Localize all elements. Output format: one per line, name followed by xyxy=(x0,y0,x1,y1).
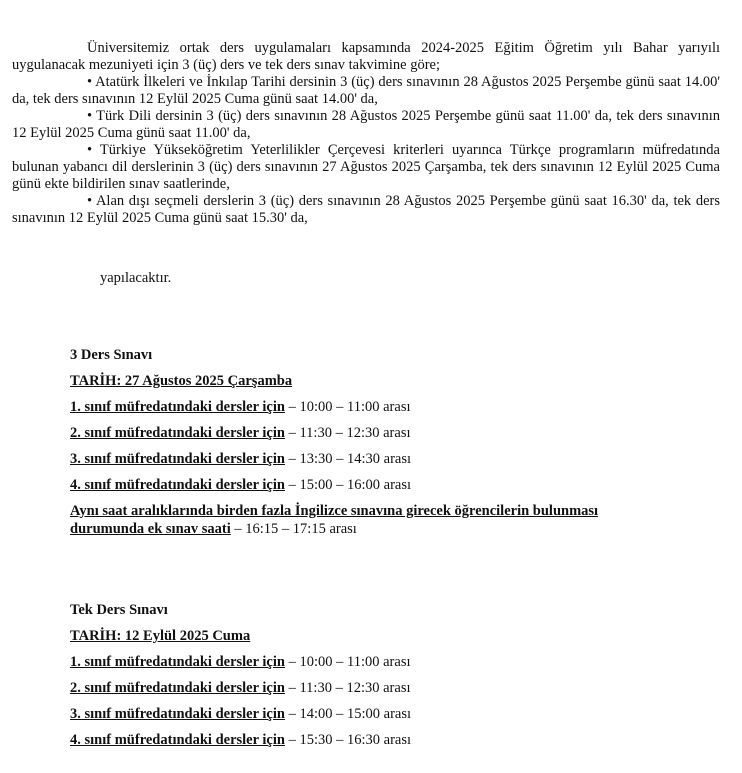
exam-date: TARİH: 27 Ağustos 2025 Çarşamba xyxy=(70,373,293,389)
row-label: 1. sınıf müfredatındaki dersler için xyxy=(70,654,285,670)
schedule-row xyxy=(70,675,670,701)
row-label: 4. sınıf müfredatındaki dersler için xyxy=(70,477,285,493)
row-time: – 11:30 – 12:30 arası xyxy=(284,425,411,441)
row-label: 2. sınıf müfredatındaki dersler için xyxy=(70,680,285,696)
schedule-row xyxy=(70,701,670,727)
row-label: 3. sınıf müfredatındaki dersler için xyxy=(70,706,285,722)
intro-paragraph: Üniversitemiz ortak ders uygulamaları kapsamında 2024-2025 Eğitim Öğretim yılı Bahar yarıyılı uygulanacak mezuniyeti için 3 (üç) ders ve tek ders sınav takvimine göre; xyxy=(12,40,720,73)
section-heading: 3 Ders Sınavı xyxy=(70,347,153,363)
row-time: – 15:30 – 16:30 arası xyxy=(284,732,412,748)
schedule-row xyxy=(70,727,670,753)
row-time: – 11:30 – 12:30 arası xyxy=(284,680,411,696)
intro-text xyxy=(12,40,720,227)
row-label: 4. sınıf müfredatındaki dersler için xyxy=(70,732,285,748)
bullet-yabanci-dil: • Türkiye Yükseköğretim Yeterlilikler Çerçevesi kriterleri uyarınca Türkçe programların müfredatında bulunan yabancı dil derslerinin 3 (üç) ders sınavının 27 Ağustos 2025 Çarşamba, tek ders sınavının 12 Eylül 2025 Cuma günü ekte bildirilen sınav saatlerinde, xyxy=(12,142,720,192)
three-course-exam-section xyxy=(70,342,670,538)
extra-exam-label: Aynı saat aralıklarında birden fazla İngilizce sınavına girecek öğrencilerin bulunması durumunda ek sınav saati xyxy=(70,503,599,537)
exam-date: TARİH: 12 Eylül 2025 Cuma xyxy=(70,628,251,644)
extra-exam-note xyxy=(70,502,670,538)
bullet-alan-disi: • Alan dışı seçmeli derslerin 3 (üç) ders sınavının 28 Ağustos 2025 Perşembe günü saat 16.30' da, tek ders sınavının 12 Eylül 2025 Cuma günü saat 15.30' da, xyxy=(12,193,720,226)
row-label: 2. sınıf müfredatındaki dersler için xyxy=(70,425,285,441)
row-label: 3. sınıf müfredatındaki dersler için xyxy=(70,451,285,467)
section-heading: Tek Ders Sınavı xyxy=(70,602,168,618)
row-time: – 15:00 – 16:00 arası xyxy=(284,477,412,493)
schedule-row xyxy=(70,649,670,675)
row-time: – 10:00 – 11:00 arası xyxy=(284,654,411,670)
closing-text: yapılacaktır. xyxy=(100,270,172,286)
row-time: – 13:30 – 14:30 arası xyxy=(284,451,412,467)
bullet-turk-dili: • Türk Dili dersinin 3 (üç) ders sınavının 28 Ağustos 2025 Perşembe günü saat 11.00' da, tek ders sınavının 12 Eylül 2025 Cuma günü saat 11.00' da, xyxy=(12,108,720,141)
schedule-row xyxy=(70,472,670,498)
row-label: 1. sınıf müfredatındaki dersler için xyxy=(70,399,285,415)
single-course-exam-section xyxy=(70,597,670,753)
schedule-row xyxy=(70,394,670,420)
row-time: – 14:00 – 15:00 arası xyxy=(284,706,412,722)
schedule-row xyxy=(70,420,670,446)
extra-exam-time: – 16:15 – 17:15 arası xyxy=(230,521,357,537)
row-time: – 10:00 – 11:00 arası xyxy=(284,399,411,415)
bullet-ataturk: • Atatürk İlkeleri ve İnkılap Tarihi dersinin 3 (üç) ders sınavının 28 Ağustos 2025 Perşembe günü saat 14.00' da, tek ders sınavının 12 Eylül 2025 Cuma günü saat 14.00' da, xyxy=(12,74,720,107)
schedule-row xyxy=(70,446,670,472)
